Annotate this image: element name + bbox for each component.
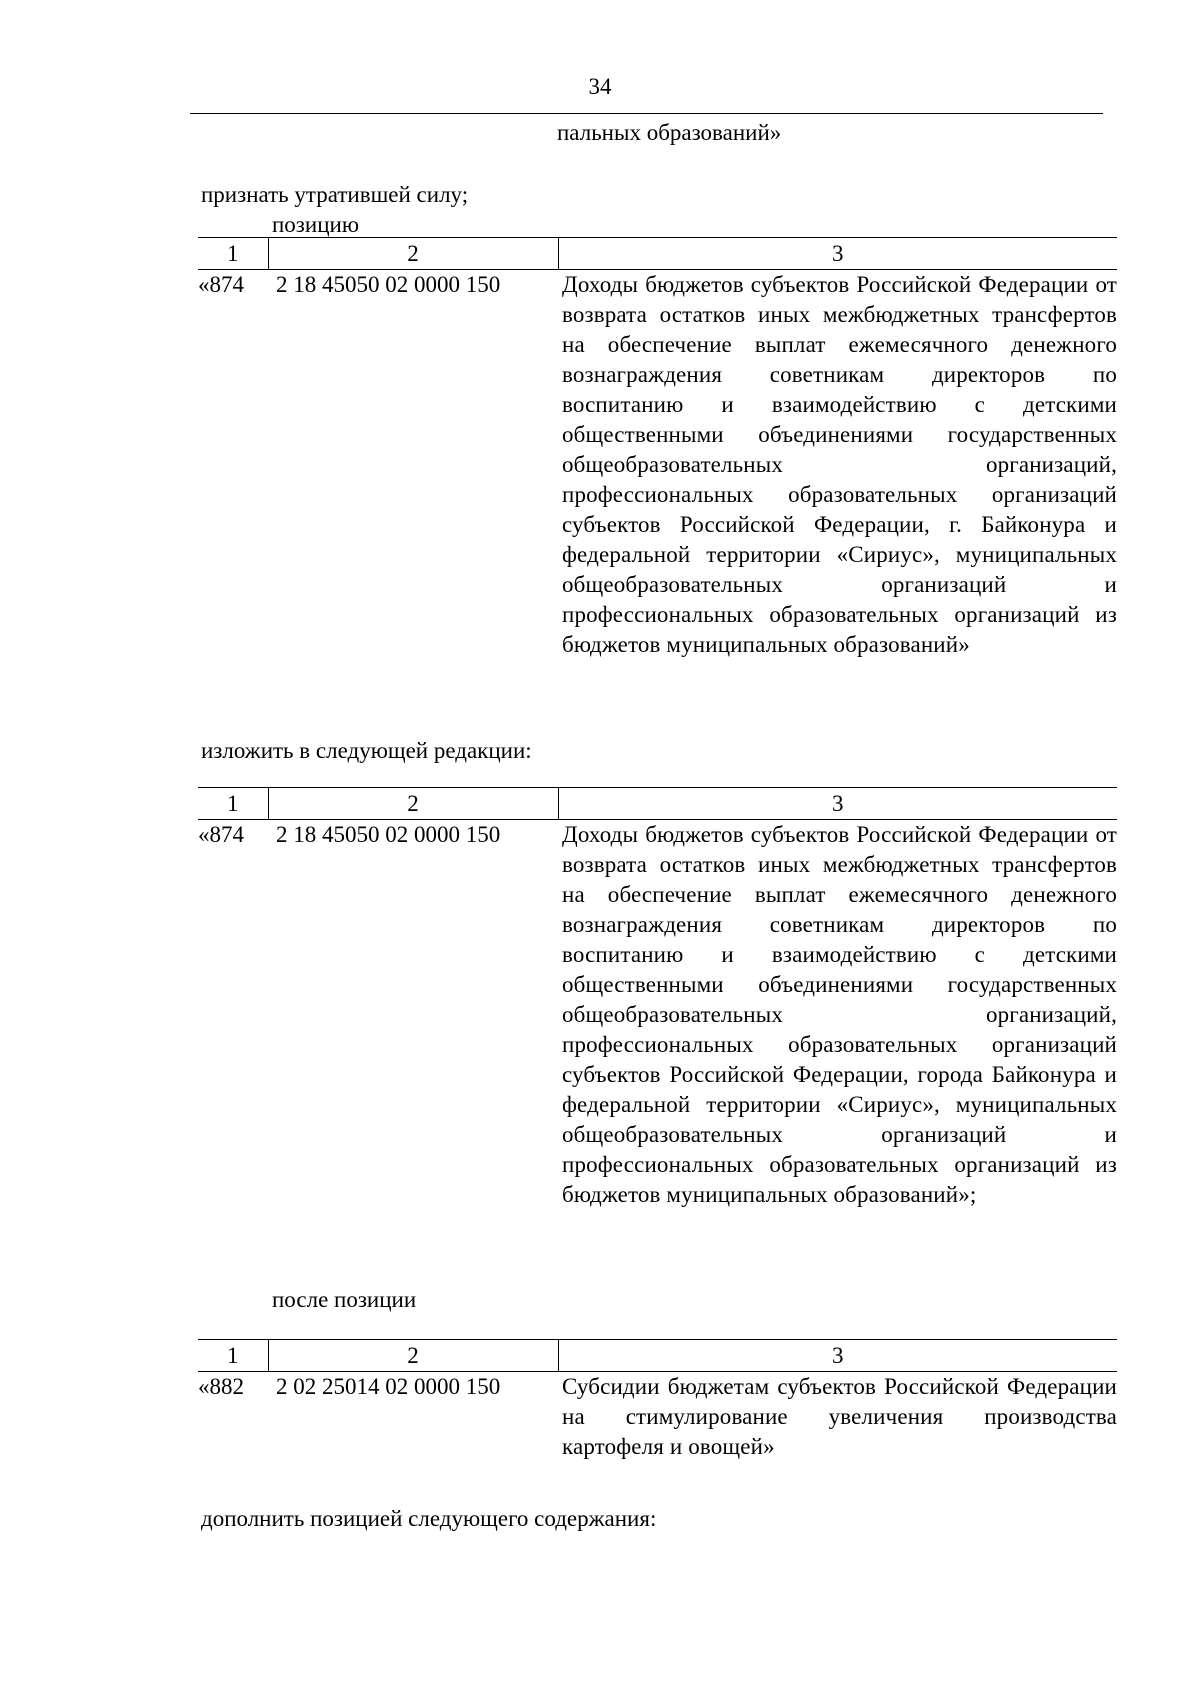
table-header-cell: 2 — [268, 1340, 558, 1372]
description-cell: Доходы бюджетов субъектов Российской Федерации от возврата остатков иных межбюджетных трансфертов на обеспечение выплат ежемесячного денежного вознаграждения советникам директоров по воспитанию и взаимодействию с детскими общественными объединениями государственных общеобразовательных организаций, профессиональных образовательных организаций субъектов Российской Федерации, города Байконура и федеральной территории «Сириус», муниципальных общеобразовательных организаций и профессиональных образовательных организаций из бюджетов муниципальных образований»; — [562, 822, 1117, 1207]
header-tail-text: пальных образований» — [557, 120, 782, 145]
table-header-row — [198, 1340, 1117, 1372]
page-number: 34 — [588, 74, 612, 99]
position-table-old — [198, 237, 1117, 660]
table-header-cell: 1 — [198, 788, 268, 820]
paragraph-after: после позиции — [272, 1287, 417, 1312]
admin-code-cell: «874 — [198, 822, 244, 847]
description-cell: Доходы бюджетов субъектов Российской Федерации от возврата остатков иных межбюджетных трансфертов на обеспечение выплат ежемесячного денежного вознаграждения советникам директоров по воспитанию и взаимодействию с детскими общественными объединениями государственных общеобразовательных организаций, профессиональных образовательных организаций субъектов Российской Федерации, г. Байконура и федеральной территории «Сириус», муниципальных общеобразовательных организаций и профессиональных образовательных организаций из бюджетов муниципальных образований» — [562, 272, 1117, 657]
table-header-cell: 2 — [268, 238, 558, 270]
position-table-new — [198, 787, 1117, 1210]
table-header-cell: 1 — [198, 238, 268, 270]
paragraph-add: дополнить позицией следующего содержания: — [201, 1506, 657, 1531]
table-header-cell: 1 — [198, 1340, 268, 1372]
budget-code-cell: 2 18 45050 02 0000 150 — [276, 272, 501, 297]
table-header-row — [198, 238, 1117, 270]
position-table-after — [198, 1339, 1117, 1462]
budget-code-cell: 2 02 25014 02 0000 150 — [276, 1374, 501, 1399]
table-header-cell: 3 — [558, 788, 1117, 820]
header-rule — [190, 113, 1103, 114]
paragraph-invalidate: признать утратившей силу; — [201, 182, 469, 207]
paragraph-restate: изложить в следующей редакции: — [201, 738, 532, 763]
table-row — [198, 1372, 1117, 1463]
table-row — [198, 270, 1117, 661]
admin-code-cell: «882 — [198, 1374, 244, 1399]
paragraph-position: позицию — [272, 212, 360, 237]
description-cell: Субсидии бюджетам субъектов Российской Федерации на стимулирование увеличения производства картофеля и овощей» — [562, 1374, 1117, 1459]
table-row — [198, 820, 1117, 1211]
table-header-row — [198, 788, 1117, 820]
table-header-cell: 2 — [268, 788, 558, 820]
table-header-cell: 3 — [558, 238, 1117, 270]
admin-code-cell: «874 — [198, 272, 244, 297]
table-header-cell: 3 — [558, 1340, 1117, 1372]
budget-code-cell: 2 18 45050 02 0000 150 — [276, 822, 501, 847]
